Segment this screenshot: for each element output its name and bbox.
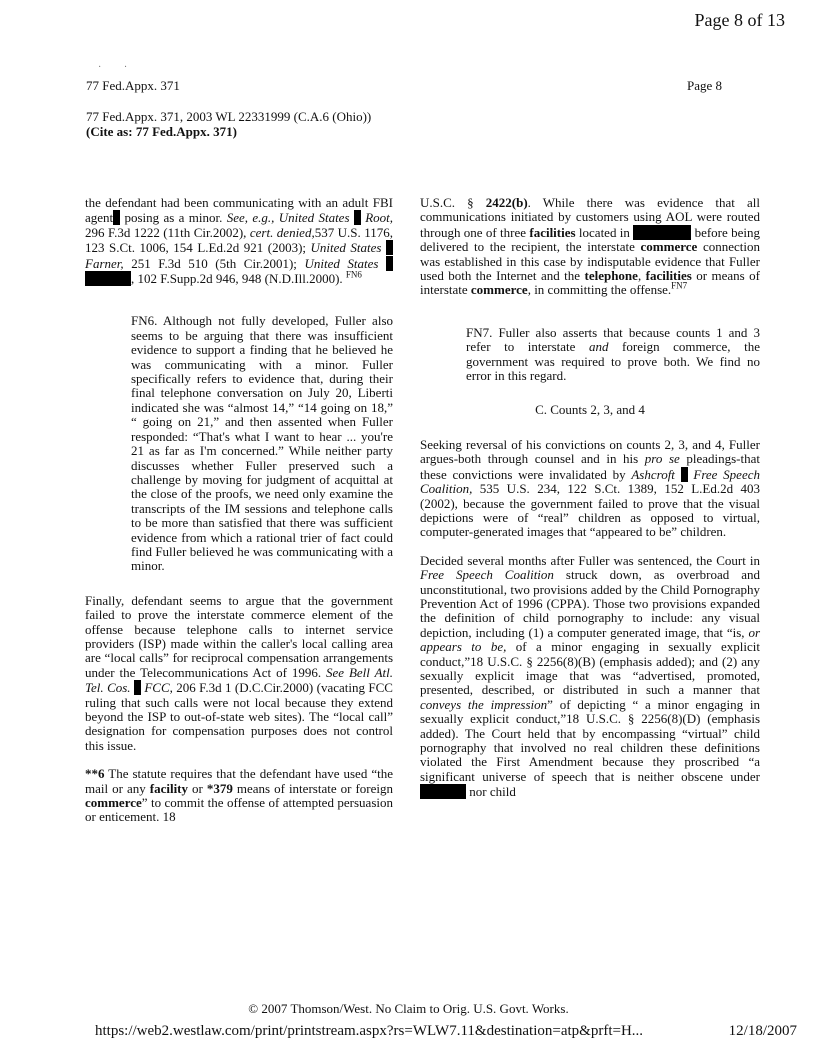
text-run: Decided several months after Fuller was sentenced, the Court in: [420, 552, 760, 568]
print-footer-bar: [95, 1022, 797, 1040]
print-date: 12/18/2007: [728, 1023, 797, 1039]
text-run: posing as a minor.: [120, 210, 227, 226]
text-run: , 102 F.Supp.2d 946, 948 (N.D.Ill.2000).: [131, 271, 346, 287]
text-run: struck down, as overbroad and unconstitutional, two provisions added by the Child Pornography Prevention Act of 1996 (CPPA). Those two provisions expanded the definition of child pornography to include: any visual depiction, including (1) a computer generated image, that “is,: [420, 567, 760, 640]
text-run: connection was established in this case by indisputable evidence that Fuller used both the Internet and the: [420, 239, 760, 284]
text-run: C. Counts 2, 3, and 4: [535, 402, 645, 418]
text-run: or means of interstate: [420, 268, 761, 298]
text-run: 537 U.S. 1176, 123 S.Ct. 1006, 154 L.Ed.2d 921 (2003);: [85, 224, 394, 256]
text-run: 2422(b): [485, 195, 528, 210]
cite-as: (Cite as: 77 Fed.Appx. 371): [86, 123, 237, 139]
footnote: [131, 314, 393, 573]
footnote: [466, 326, 760, 384]
footnote-ref: FN6: [345, 269, 362, 280]
text-run: and: [588, 339, 609, 355]
text-run: , in committing the offense.: [527, 282, 672, 298]
text-run: ” of depicting “ a minor engaging in sexually explicit conduct,”18 U.S.C. § 2256(8)(D) (emphasis added). The Court held that by encompassing “virtual” child pornography that involved no real children these definitions violated the First Amendment because they proscribed “a significant universe of speech that is neither obscene under: [420, 696, 760, 784]
left-column: [85, 196, 393, 839]
text-run: cert. denied,: [249, 224, 315, 240]
page-counter: Page 8 of 13: [694, 10, 785, 30]
paragraph: [85, 196, 393, 286]
page-label: Page 8: [686, 78, 722, 93]
text-run: Free Speech Coalition,: [420, 466, 760, 497]
text-run: United States: [310, 240, 386, 256]
text-run: the defendant had been communicating with an adult FBI agent: [85, 195, 393, 226]
text-run: or appears to be,: [420, 624, 760, 655]
scan-artifact: · ·: [98, 62, 128, 73]
text-run: of a minor engaging in sexually explicit conduct,”18 U.S.C. § 2256(8)(B) (emphasis added); and (2) any sexually explicit image that was “advertised, promoted, presented, described, or distributed in such a manner that: [420, 639, 760, 698]
text-run: facilities: [645, 268, 692, 284]
text-run: ” to commit the offense of attempted persuasion or enticement. 18: [85, 795, 393, 825]
redaction-block: [354, 210, 361, 225]
text-run: Free Speech Coalition: [420, 567, 554, 583]
text-run: 251 F.3d 510 (5th Cir.2001);: [123, 255, 305, 271]
redaction-block: [633, 225, 691, 240]
paragraph: [420, 196, 760, 298]
redaction-block: [420, 784, 466, 799]
reporter-citation: 77 Fed.Appx. 371: [86, 78, 180, 93]
text-run: *379: [206, 780, 233, 796]
text-run: pleadings-that these convictions were invalidated by: [420, 451, 761, 482]
text-run: ,: [637, 268, 646, 284]
text-run: before being delivered to the recipient, the interstate: [420, 224, 760, 255]
text-run: **6: [85, 766, 105, 782]
paragraph: [85, 594, 393, 753]
redaction-block: [134, 680, 141, 695]
text-run: Finally, defendant seems to argue that the government failed to prove the interstate commerce element of the offense because telephone calls to internet service providers (ISP) made within the caller's local calling area are “local calls” for reciprocal compensation arrangements under the Telecommunications Act of 1996.: [85, 592, 393, 680]
citation-block: [86, 110, 371, 139]
text-run: commerce: [640, 239, 698, 255]
paragraph: [420, 438, 760, 540]
text-run: See, e.g., United States: [226, 210, 354, 226]
text-run: The statute requires that the defendant have used “the mail or any: [85, 766, 393, 796]
text-run: 535 U.S. 234, 122 S.Ct. 1389, 152 L.Ed.2d 403 (2002), because the government failed to prove that the visual depictions were of “real” children as opposed to virtual, computer-generated images that “appeared to be” children.: [420, 481, 760, 540]
text-run: United States: [304, 255, 387, 271]
text-run: FN6. Although not fully developed, Fuller also seems to be arguing that there was insufficient evidence to support a finding that he believed he was communicating with a minor. Fuller specifically refers to evidence that, during their final telephone conversation on July 20, Liberti indicated she was “almost 14,” “14 going on 18,” “ going on 21,” and then assented when Fuller responded: “That's what I want to hear ... you're 21 as far as I'm concerned.” While neither party discusses whether Fuller preserved such a challenge by moving for judgment of acquittal at the close of the proofs, we need only examine the transcripts of the IM sessions and telephone calls to be more than satisfied that there was sufficient evidence from which a rational trier of fact could find Fuller believed he was communicating with a minor.: [131, 313, 393, 574]
text-run: See Bell Atl. Tel. Cos.: [85, 664, 393, 696]
text-run: nor child: [466, 784, 516, 800]
text-run: conveys the impression: [420, 696, 548, 712]
section-heading: [420, 403, 760, 417]
redaction-block: [85, 271, 131, 286]
text-run: Ashcroft: [631, 466, 681, 482]
text-run: commerce: [470, 282, 528, 298]
paragraph: [420, 554, 760, 800]
text-run: facility: [149, 780, 189, 796]
text-run: Root,: [360, 210, 394, 226]
right-column: [420, 196, 760, 814]
text-run: FN7. Fuller also asserts that because counts 1 and 3 refer to interstate: [466, 324, 760, 355]
full-citation: 77 Fed.Appx. 371, 2003 WL 22331999 (C.A.6 (Ohio)): [86, 109, 372, 124]
text-run: 296 F.3d 1222 (11th Cir.2002),: [85, 224, 250, 240]
print-url: https://web2.westlaw.com/print/printstream.aspx?rs=WLW7.11&destination=atp&prft=H...: [95, 1023, 644, 1039]
text-run: located in: [575, 224, 634, 240]
text-run: commerce: [85, 795, 142, 811]
text-run: U.S.C. §: [420, 195, 486, 210]
text-run: pro se: [644, 451, 680, 467]
redaction-block: [386, 256, 393, 271]
text-run: means of interstate or foreign: [232, 780, 393, 796]
redaction-block: [386, 240, 393, 255]
text-run: 206 F.3d 1 (D.C.Cir.2000) (vacating FCC ruling that such calls were not local because they extend beyond the ISP to out-of-state web sites). The “local call” designation for compensation purposes does not control this issue.: [85, 680, 393, 753]
text-run: or: [188, 780, 207, 796]
paragraph: [85, 767, 393, 825]
text-run: telephone: [584, 268, 638, 284]
text-run: . While there was evidence that all communications initiated by customers using AOL were routed through one of three: [420, 195, 760, 240]
text-run: FCC,: [140, 680, 173, 696]
text-run: facilities: [529, 224, 576, 240]
copyright-footer: © 2007 Thomson/West. No Claim to Orig. U.S. Govt. Works.: [248, 1001, 569, 1016]
text-run: foreign commerce, the government was required to prove both. We find no error in this regard.: [466, 339, 760, 384]
footnote-ref: FN7: [671, 281, 688, 292]
text-run: Seeking reversal of his convictions on counts 2, 3, and 4, Fuller argues-both through counsel and in his: [420, 436, 760, 467]
redaction-block: [681, 467, 688, 482]
text-run: Farner,: [85, 255, 124, 271]
